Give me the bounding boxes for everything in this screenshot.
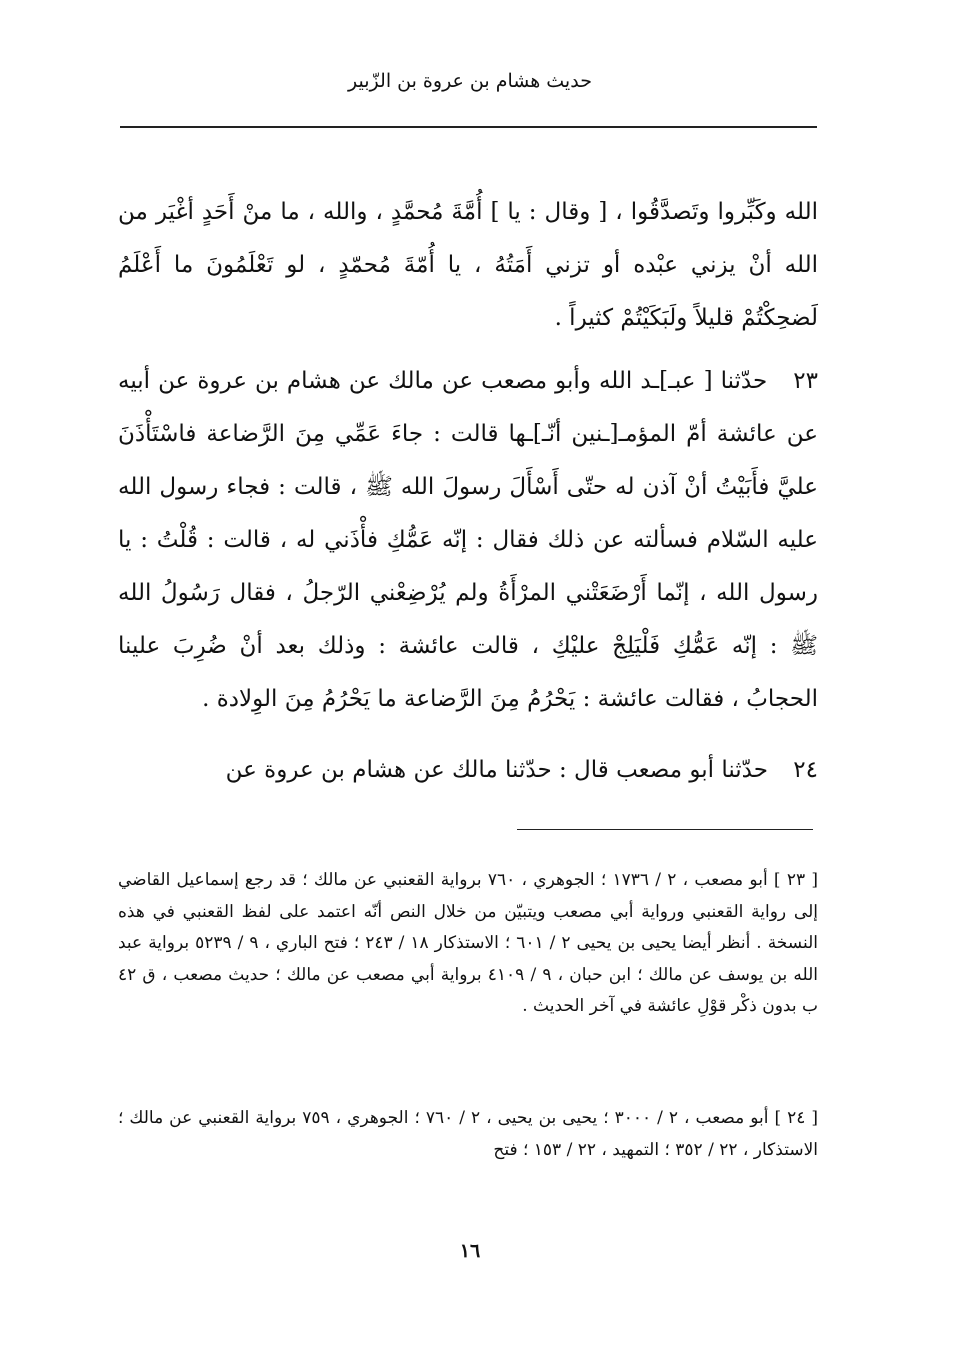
paragraph-continuation xyxy=(118,186,818,345)
paragraph-text: الله وكَبِّروا وتَصدَّقُوا ، [ وقال : يا ] أُمَّةَ مُحمَّدٍ ، والله ، ما منْ أَحَدٍ أغْيَر من الله أنْ يزني عبْده أو تزني أَمَتُهُ ، يا أُمّةَ مُحمّدٍ ، لو تَعْلَمُونَ ما أَعْلَمُ لَضحِكْتُمْ قليلاً ولَبَكَيْتُمْ كثيراً . xyxy=(118,199,818,331)
footnote-divider xyxy=(517,829,813,830)
hadith-number: ٢٣ xyxy=(793,368,818,394)
footnote-24 xyxy=(118,1103,818,1166)
hadith-number: ٢٤ xyxy=(793,757,818,783)
footnote-text: [ ٢٣ ] أبو مصعب ، ٢ / ١٧٣٦ ؛ الجوهري ، ٧٦٠ برواية القعنبي عن مالك ؛ قد رجع إسماعيل القاضي إلى رواية القعنبي ورواية أبي مصعب ويتبيّن من خلال النص أنّه اعتمد على لفظ القعنبي في هذه النسخة . أنظر أيضا يحيى بن يحيى ٢ / ٦٠١ ؛ الاستذكار ١٨ / ٢٤٣ ؛ فتح الباري ، ٩ / ٥٢٣٩ برواية عبد الله بن يوسف عن مالك ؛ ابن حبان ، ٩ / ٤١٠٩ برواية أبي مصعب عن مالك ؛ حديث مصعب ، ق ٤٢ ب بدون ذكْر قوْلِ عائشة في آخر الحديث . xyxy=(118,870,818,1016)
header-divider xyxy=(120,126,817,128)
running-header-title: حديث هشام بن عروة بن الزّبير xyxy=(348,70,592,92)
hadith-paragraph-23 xyxy=(118,355,818,726)
paragraph-text: حدّثنا [ عبـ]ـد الله وأبو مصعب عن مالك عن هشام بن عروة عن أبيه عن عائشة أمّ المؤمـ[ـنين أنّـ]ـها قالت : جاءَ عَمِّي مِنَ الرَّضاعة فاسْتَأْذَنَ عليَّ فأَبَيْتُ أنْ آذن له حتّى أَسْأَلَ رسولَ الله ﷺ ، قالت : فجاء رسول الله عليه السّلام فسألته عن ذلك فقال : إنّه عَمُّكِ فأْذَني له ، قالت : قُلْتُ : يا رسول الله ، إنّما أَرْضَعَتْني المرْأَةُ ولم يُرْضِعْني الرّجلُ ، فقال رَسُولُ الله ﷺ : إنّه عَمُّكِ فَلْيَلِجْ عليْكِ ، قالت عائشة : وذلك بعد أنْ ضُرِبَ علينا الحجابُ ، فقالت عائشة : يَحْرُمُ مِنَ الرَّضاعة ما يَحْرُمُ مِنَ الوِلادة . xyxy=(118,368,818,712)
paragraph-text: حدّثنا أبو مصعب قال : حدّثنا مالك عن هشام بن عروة عن xyxy=(225,757,768,783)
hadith-paragraph-24 xyxy=(118,744,818,797)
footnote-23 xyxy=(118,865,818,1023)
page-number: ١٦ xyxy=(459,1240,481,1262)
footnote-text: [ ٢٤ ] أبو مصعب ، ٢ / ٣٠٠٠ ؛ يحيى بن يحيى ، ٢ / ٧٦٠ ؛ الجوهري ، ٧٥٩ برواية القعنبي عن مالك ؛ الاستذكار ، ٢٢ / ٣٥٢ ؛ التمهيد ، ٢٢ / ١٥٣ ؛ فتح xyxy=(118,1108,818,1160)
